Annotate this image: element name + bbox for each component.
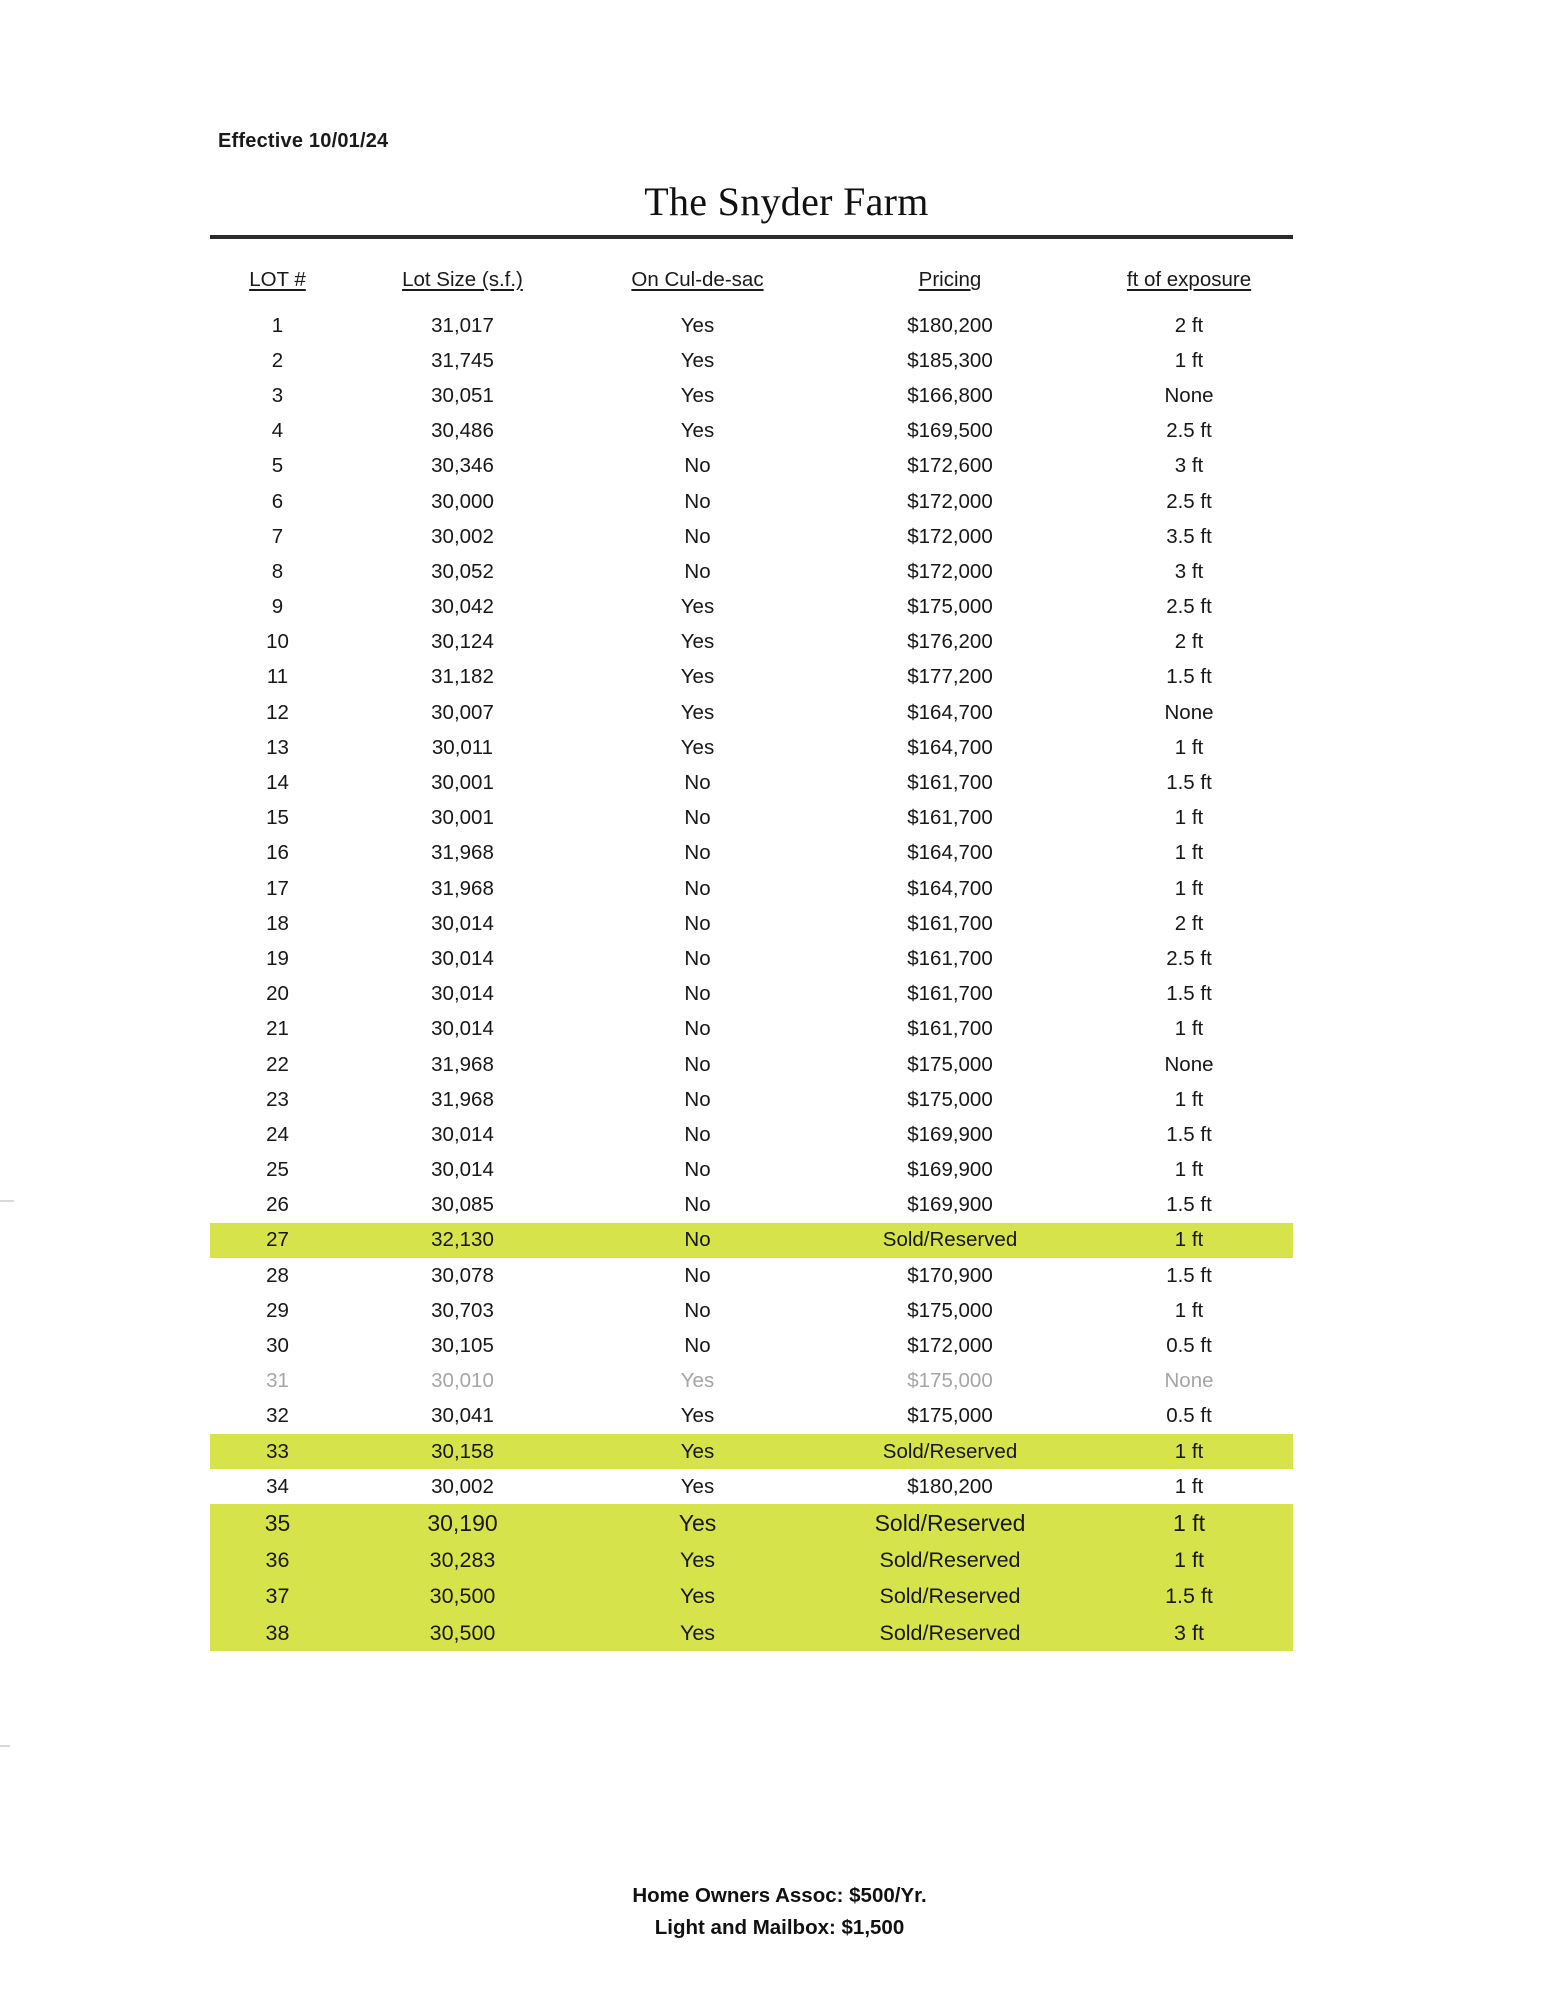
cell-cul-de-sac: Yes [680, 1404, 715, 1428]
table-row [210, 765, 1293, 800]
table-row [210, 1543, 1293, 1579]
cell-cul-de-sac: Yes [680, 383, 715, 407]
cell-pricing: $176,200 [907, 630, 993, 654]
cell-exposure: 1.5 ft [1166, 771, 1212, 795]
cell-exposure: 1 ft [1174, 1087, 1204, 1111]
cell-cul-de-sac: No [684, 1263, 711, 1287]
cell-pricing: $161,700 [907, 911, 993, 935]
cell-lot-size: 31,182 [431, 665, 494, 689]
cell-lot-size: 30,500 [345, 1615, 580, 1651]
cell-cul-de-sac: No [684, 876, 711, 900]
cell-lot-size: 31,017 [431, 313, 494, 337]
cell-pricing: Sold/Reserved [815, 1504, 1085, 1542]
cell-lot-number: 14 [266, 771, 289, 795]
column-header-cul-de-sac: On Cul-de-sac [631, 268, 764, 291]
cell-pricing: $172,000 [907, 1334, 993, 1358]
table-row [210, 1434, 1293, 1469]
cell-cul-de-sac: No [580, 1223, 815, 1258]
cell-lot-number: 33 [210, 1434, 345, 1469]
cell-exposure: 1.5 ft [1085, 1579, 1293, 1615]
cell-cul-de-sac: No [684, 841, 711, 865]
table-row [210, 1399, 1293, 1434]
table-row [210, 977, 1293, 1012]
cell-lot-number: 11 [266, 665, 289, 689]
hoa-fee-note: Home Owners Assoc: $500/Yr. [632, 1884, 927, 1907]
cell-pricing: $161,700 [907, 982, 993, 1006]
cell-lot-size: 30,078 [431, 1263, 494, 1287]
table-row [210, 1012, 1293, 1047]
cell-lot-size: 30,283 [345, 1543, 580, 1579]
cell-pricing: $172,000 [907, 489, 993, 513]
cell-lot-size: 30,052 [431, 559, 494, 583]
cell-exposure: 2.5 ft [1166, 489, 1212, 513]
cell-exposure: 3 ft [1174, 454, 1204, 478]
cell-lot-number: 27 [210, 1223, 345, 1258]
cell-lot-number: 21 [266, 1017, 289, 1041]
table-row [210, 836, 1293, 871]
table-row [210, 590, 1293, 625]
cell-cul-de-sac: No [684, 1158, 711, 1182]
cell-exposure: 2 ft [1174, 313, 1204, 337]
cell-cul-de-sac: Yes [680, 735, 715, 759]
cell-pricing: $172,000 [907, 524, 993, 548]
table-row [210, 1293, 1293, 1328]
cell-cul-de-sac: Yes [580, 1579, 815, 1615]
cell-exposure: 1 ft [1085, 1223, 1293, 1258]
cell-lot-number: 19 [266, 946, 289, 970]
table-row [210, 1364, 1293, 1399]
cell-pricing: $169,900 [907, 1193, 993, 1217]
cell-exposure: 2.5 ft [1166, 419, 1212, 443]
cell-pricing: $180,200 [907, 1474, 993, 1498]
cell-lot-size: 30,014 [431, 946, 494, 970]
cell-lot-size: 30,001 [431, 806, 494, 830]
table-row [210, 625, 1293, 660]
column-header-lot-size: Lot Size (s.f.) [402, 268, 523, 291]
cell-lot-number: 24 [266, 1122, 289, 1146]
cell-lot-size: 30,014 [431, 1122, 494, 1146]
cell-lot-number: 12 [266, 700, 289, 724]
cell-pricing: $161,700 [907, 946, 993, 970]
cell-pricing: $175,000 [907, 1087, 993, 1111]
cell-exposure: 2 ft [1174, 911, 1204, 935]
cell-cul-de-sac: No [684, 454, 711, 478]
effective-date: Effective 10/01/24 [218, 130, 389, 152]
cell-lot-number: 4 [271, 419, 284, 443]
cell-lot-number: 35 [210, 1504, 345, 1542]
cell-exposure: None [1164, 1052, 1214, 1076]
table-row [210, 730, 1293, 765]
cell-lot-number: 13 [266, 735, 289, 759]
cell-lot-number: 29 [266, 1298, 289, 1322]
cell-cul-de-sac: No [684, 559, 711, 583]
cell-lot-number: 16 [266, 841, 289, 865]
cell-pricing: Sold/Reserved [815, 1543, 1085, 1579]
cell-pricing: $164,700 [907, 700, 993, 724]
cell-lot-number: 3 [271, 383, 284, 407]
cell-lot-size: 31,968 [431, 1052, 494, 1076]
cell-lot-number: 1 [271, 313, 284, 337]
cell-lot-number: 32 [266, 1404, 289, 1428]
cell-cul-de-sac: No [684, 946, 711, 970]
cell-exposure: 1 ft [1174, 1158, 1204, 1182]
cell-exposure: 3 ft [1174, 559, 1204, 583]
table-row [210, 871, 1293, 906]
light-mailbox-note: Light and Mailbox: $1,500 [654, 1915, 905, 1939]
table-row [210, 554, 1293, 589]
cell-cul-de-sac: Yes [580, 1543, 815, 1579]
cell-lot-number: 25 [266, 1158, 289, 1182]
cell-exposure: 1.5 ft [1166, 665, 1212, 689]
cell-exposure: 1 ft [1174, 1474, 1204, 1498]
table-row [210, 660, 1293, 695]
cell-lot-number: 15 [266, 806, 289, 830]
cell-cul-de-sac: No [684, 911, 711, 935]
cell-lot-size: 30,002 [431, 524, 494, 548]
cell-lot-size: 30,014 [431, 1158, 494, 1182]
column-header-pricing: Pricing [918, 268, 982, 291]
cell-exposure: 1.5 ft [1166, 1193, 1212, 1217]
cell-exposure: 2.5 ft [1166, 595, 1212, 619]
cell-lot-size: 30,001 [431, 771, 494, 795]
cell-lot-number: 38 [210, 1615, 345, 1651]
cell-exposure: 1 ft [1085, 1504, 1293, 1542]
cell-cul-de-sac: Yes [680, 1369, 715, 1393]
cell-exposure: 1 ft [1174, 348, 1204, 372]
cell-exposure: 0.5 ft [1166, 1404, 1212, 1428]
scan-artifact-left-lower [0, 1745, 10, 1747]
cell-pricing: $164,700 [907, 841, 993, 865]
table-row [210, 1469, 1293, 1504]
cell-pricing: $161,700 [907, 1017, 993, 1041]
cell-lot-size: 30,158 [345, 1434, 580, 1469]
cell-lot-size: 30,124 [431, 630, 494, 654]
table-row [210, 1082, 1293, 1117]
page-title: The Snyder Farm [644, 179, 929, 224]
cell-lot-size: 31,968 [431, 1087, 494, 1111]
cell-lot-size: 30,042 [431, 595, 494, 619]
cell-exposure: 1 ft [1174, 841, 1204, 865]
cell-exposure: None [1164, 383, 1214, 407]
cell-cul-de-sac: Yes [580, 1504, 815, 1542]
cell-lot-size: 30,486 [431, 419, 494, 443]
cell-lot-size: 30,002 [431, 1474, 494, 1498]
cell-cul-de-sac: No [684, 982, 711, 1006]
footer-notes [0, 1880, 1543, 1944]
cell-exposure: 1 ft [1085, 1434, 1293, 1469]
cell-lot-size: 30,014 [431, 911, 494, 935]
cell-pricing: $161,700 [907, 771, 993, 795]
cell-cul-de-sac: Yes [680, 1474, 715, 1498]
cell-cul-de-sac: No [684, 1017, 711, 1041]
table-row [210, 484, 1293, 519]
cell-lot-number: 8 [271, 559, 284, 583]
cell-pricing: $175,000 [907, 1052, 993, 1076]
cell-pricing: $161,700 [907, 806, 993, 830]
cell-lot-size: 30,007 [431, 700, 494, 724]
cell-cul-de-sac: No [684, 489, 711, 513]
table-row [210, 1504, 1293, 1542]
cell-pricing: $175,000 [907, 1369, 993, 1393]
cell-lot-number: 30 [266, 1334, 289, 1358]
cell-lot-number: 28 [266, 1263, 289, 1287]
column-header-lot: LOT # [249, 268, 306, 291]
cell-pricing: $169,900 [907, 1158, 993, 1182]
cell-pricing: $164,700 [907, 876, 993, 900]
cell-cul-de-sac: Yes [680, 665, 715, 689]
cell-lot-number: 6 [271, 489, 284, 513]
cell-lot-size: 30,051 [431, 383, 494, 407]
table-row [210, 308, 1293, 343]
table-row [210, 1328, 1293, 1363]
cell-pricing: $170,900 [907, 1263, 993, 1287]
cell-lot-size: 30,190 [345, 1504, 580, 1542]
table-row [210, 1117, 1293, 1152]
cell-exposure: 0.5 ft [1166, 1334, 1212, 1358]
cell-exposure: 2.5 ft [1166, 946, 1212, 970]
cell-pricing: $175,000 [907, 595, 993, 619]
table-row [210, 695, 1293, 730]
cell-lot-size: 32,130 [345, 1223, 580, 1258]
cell-pricing: $172,000 [907, 559, 993, 583]
cell-lot-number: 7 [271, 524, 284, 548]
cell-lot-number: 20 [266, 982, 289, 1006]
cell-cul-de-sac: Yes [580, 1615, 815, 1651]
cell-lot-size: 31,968 [431, 841, 494, 865]
cell-cul-de-sac: Yes [680, 419, 715, 443]
cell-pricing: Sold/Reserved [815, 1579, 1085, 1615]
cell-cul-de-sac: Yes [680, 630, 715, 654]
cell-cul-de-sac: No [684, 771, 711, 795]
cell-exposure: 1.5 ft [1166, 982, 1212, 1006]
table-row [210, 1153, 1293, 1188]
table-header-row [210, 258, 1293, 308]
cell-pricing: Sold/Reserved [815, 1223, 1085, 1258]
cell-cul-de-sac: Yes [580, 1434, 815, 1469]
cell-lot-size: 30,500 [345, 1579, 580, 1615]
cell-exposure: 2 ft [1174, 630, 1204, 654]
table-row [210, 1615, 1293, 1651]
cell-pricing: $172,600 [907, 454, 993, 478]
cell-cul-de-sac: No [684, 1052, 711, 1076]
cell-lot-size: 30,041 [431, 1404, 494, 1428]
table-row [210, 941, 1293, 976]
cell-exposure: 1 ft [1174, 806, 1204, 830]
cell-pricing: Sold/Reserved [815, 1615, 1085, 1651]
cell-lot-number: 26 [266, 1193, 289, 1217]
table-row [210, 414, 1293, 449]
cell-exposure: 1 ft [1174, 1298, 1204, 1322]
cell-cul-de-sac: No [684, 1193, 711, 1217]
title-divider [210, 235, 1293, 239]
table-row [210, 906, 1293, 941]
cell-cul-de-sac: No [684, 1298, 711, 1322]
cell-lot-number: 5 [271, 454, 284, 478]
cell-lot-number: 10 [266, 630, 289, 654]
cell-lot-number: 37 [210, 1579, 345, 1615]
cell-exposure: 1.5 ft [1166, 1122, 1212, 1146]
cell-lot-size: 30,085 [431, 1193, 494, 1217]
cell-cul-de-sac: No [684, 1122, 711, 1146]
cell-cul-de-sac: Yes [680, 595, 715, 619]
cell-pricing: $166,800 [907, 383, 993, 407]
table-body [210, 308, 1293, 1651]
cell-pricing: $169,500 [907, 419, 993, 443]
cell-lot-number: 34 [266, 1474, 289, 1498]
cell-lot-size: 30,000 [431, 489, 494, 513]
table-row [210, 378, 1293, 413]
cell-pricing: Sold/Reserved [815, 1434, 1085, 1469]
cell-lot-size: 30,014 [431, 982, 494, 1006]
cell-cul-de-sac: No [684, 1334, 711, 1358]
cell-lot-number: 18 [266, 911, 289, 935]
cell-lot-size: 30,011 [431, 735, 494, 759]
cell-cul-de-sac: No [684, 1087, 711, 1111]
cell-cul-de-sac: No [684, 524, 711, 548]
cell-lot-number: 2 [271, 348, 284, 372]
cell-lot-size: 30,346 [431, 454, 494, 478]
cell-pricing: $185,300 [907, 348, 993, 372]
cell-pricing: $175,000 [907, 1404, 993, 1428]
cell-cul-de-sac: Yes [680, 313, 715, 337]
cell-lot-size: 30,105 [431, 1334, 494, 1358]
cell-exposure: 1 ft [1174, 1017, 1204, 1041]
cell-lot-number: 22 [266, 1052, 289, 1076]
cell-exposure: 3.5 ft [1166, 524, 1212, 548]
lot-pricing-table [210, 258, 1293, 1651]
scan-artifact-left-upper [0, 1200, 14, 1202]
cell-pricing: $177,200 [907, 665, 993, 689]
table-row [210, 1188, 1293, 1223]
table-row [210, 1579, 1293, 1615]
table-row [210, 1047, 1293, 1082]
cell-cul-de-sac: Yes [680, 348, 715, 372]
cell-lot-number: 23 [266, 1087, 289, 1111]
cell-exposure: 1 ft [1085, 1543, 1293, 1579]
cell-exposure: 1.5 ft [1166, 1263, 1212, 1287]
cell-exposure: None [1164, 1369, 1214, 1393]
cell-pricing: $180,200 [907, 313, 993, 337]
cell-lot-size: 31,968 [431, 876, 494, 900]
cell-lot-size: 31,745 [431, 348, 494, 372]
cell-lot-number: 17 [266, 876, 289, 900]
cell-exposure: 1 ft [1174, 735, 1204, 759]
table-row [210, 519, 1293, 554]
table-row [210, 801, 1293, 836]
cell-lot-size: 30,014 [431, 1017, 494, 1041]
cell-exposure: None [1164, 700, 1214, 724]
table-row [210, 343, 1293, 378]
cell-lot-size: 30,010 [431, 1369, 494, 1393]
cell-lot-number: 36 [210, 1543, 345, 1579]
table-row [210, 449, 1293, 484]
cell-pricing: $164,700 [907, 735, 993, 759]
table-row [210, 1223, 1293, 1258]
cell-lot-number: 9 [271, 595, 284, 619]
cell-pricing: $175,000 [907, 1298, 993, 1322]
cell-cul-de-sac: No [684, 806, 711, 830]
cell-lot-number: 31 [266, 1369, 289, 1393]
cell-exposure: 3 ft [1085, 1615, 1293, 1651]
cell-lot-size: 30,703 [431, 1298, 494, 1322]
column-header-exposure: ft of exposure [1126, 268, 1252, 291]
table-row [210, 1258, 1293, 1293]
cell-exposure: 1 ft [1174, 876, 1204, 900]
cell-cul-de-sac: Yes [680, 700, 715, 724]
cell-pricing: $169,900 [907, 1122, 993, 1146]
